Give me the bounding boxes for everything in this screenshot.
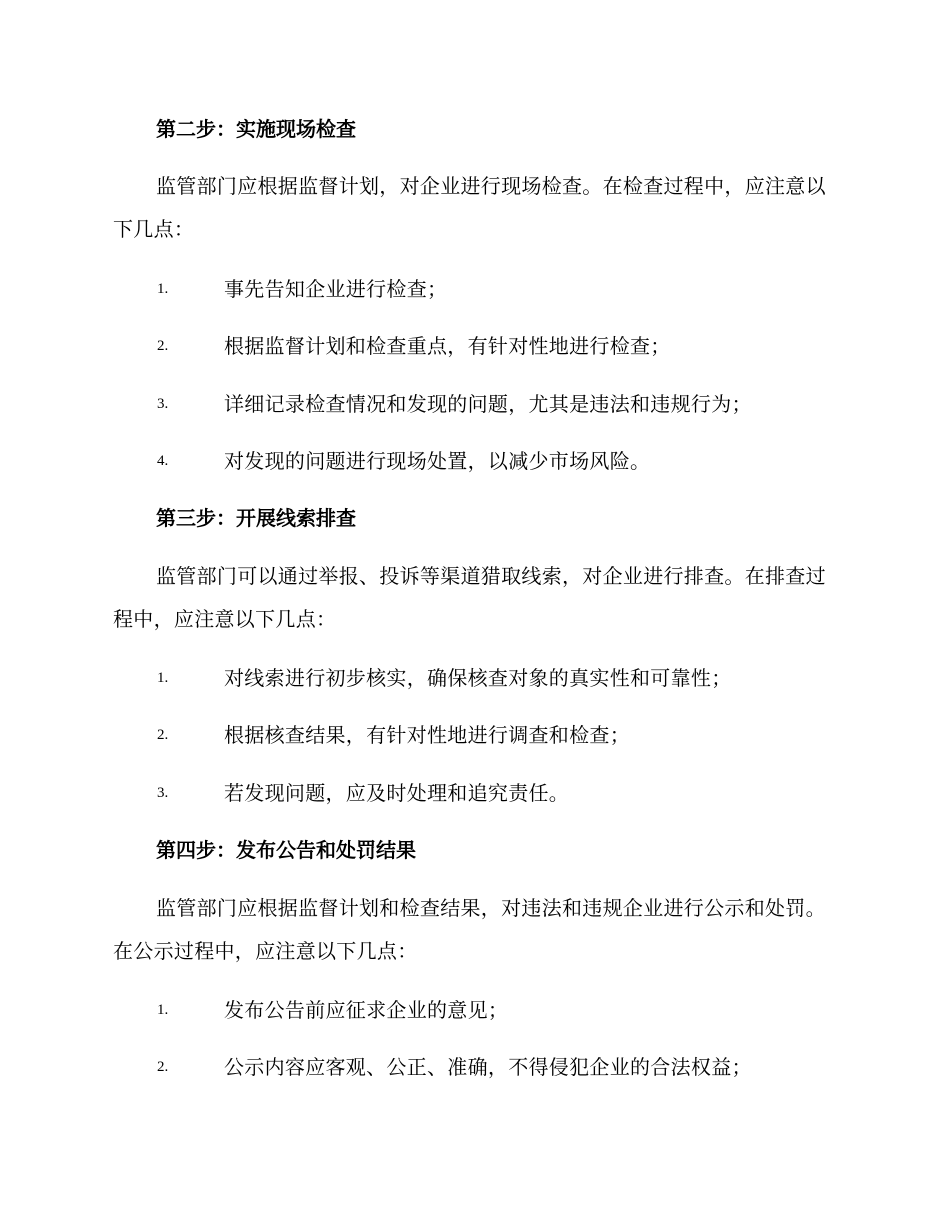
list-item-text: 对线索进行初步核实，确保核查对象的真实性和可靠性； (224, 666, 732, 690)
list-item-number: 2. (157, 338, 169, 354)
section-heading: 第二步：实施现场检查 (156, 117, 356, 141)
list-item-text: 根据核查结果，有针对性地进行调查和检查； (224, 723, 630, 747)
list-item (0, 1052, 950, 1082)
list-item-text: 发布公告前应征求企业的意见； (224, 998, 509, 1022)
list-item-number: 2. (157, 1059, 169, 1075)
list-item-text: 若发现问题，应及时处理和追究责任。 (224, 781, 570, 805)
section-paragraph: 监管部门应根据监督计划，对企业进行现场检查。在检查过程中，应注意以下几点： (113, 174, 826, 241)
section-paragraph: 监管部门可以通过举报、投诉等渠道猎取线索，对企业进行排查。在排查过程中，应注意以下几点： (113, 564, 826, 631)
list-item-number: 1. (157, 281, 169, 297)
list-item-number: 1. (157, 1002, 169, 1018)
list-item-number: 1. (157, 670, 169, 686)
section-heading: 第三步：开展线索排查 (156, 506, 356, 530)
list-item (0, 389, 950, 419)
list-item-text: 根据监督计划和检查重点，有针对性地进行检查； (224, 334, 671, 358)
section-heading: 第四步：发布公告和处罚结果 (156, 838, 416, 862)
list-item (0, 663, 950, 693)
list-item-number: 3. (157, 396, 169, 412)
list-item-number: 2. (157, 727, 169, 743)
list-item-text: 公示内容应客观、公正、准确，不得侵犯企业的合法权益； (224, 1055, 752, 1079)
list-item-number: 3. (157, 785, 169, 801)
list-item (0, 274, 950, 304)
list-item (0, 331, 950, 361)
list-item (0, 446, 950, 476)
list-item (0, 995, 950, 1025)
section-paragraph: 监管部门应根据监督计划和检查结果，对违法和违规企业进行公示和处罚。在公示过程中，应注意以下几点： (113, 896, 826, 963)
list-item-text: 详细记录检查情况和发现的问题，尤其是违法和违规行为； (224, 392, 752, 416)
list-item-text: 对发现的问题进行现场处置，以减少市场风险。 (224, 449, 651, 473)
list-item-number: 4. (157, 453, 169, 469)
list-item (0, 720, 950, 750)
list-item (0, 778, 950, 808)
list-item-text: 事先告知企业进行检查； (224, 277, 448, 301)
